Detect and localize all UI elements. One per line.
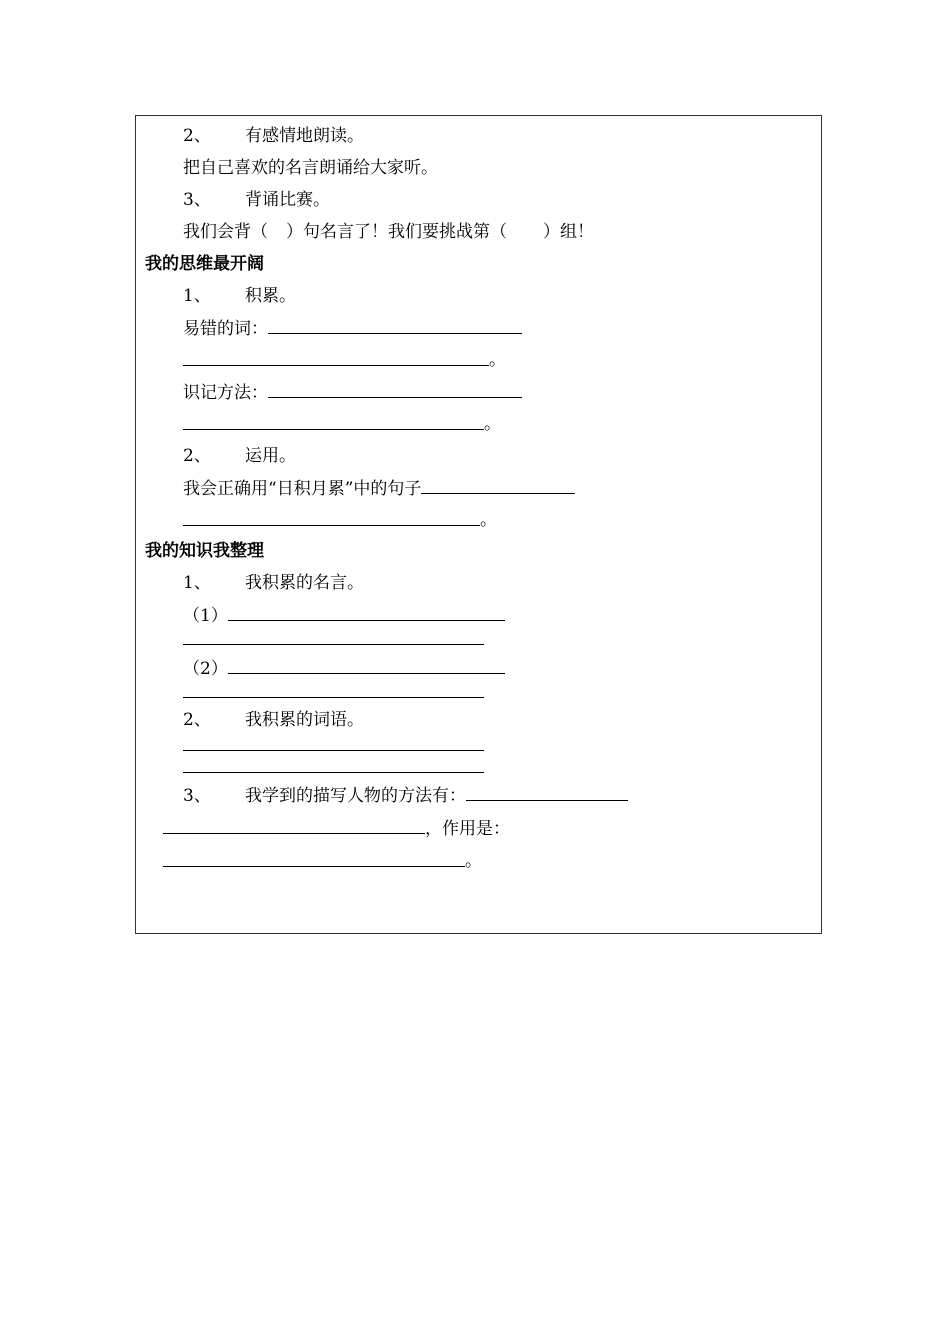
use-sentence-blank[interactable] (421, 477, 575, 494)
quote-2-line (183, 657, 505, 680)
memory-method-line (183, 381, 522, 404)
period: 。 (465, 851, 482, 871)
item-text: 我积累的名言。 (245, 573, 364, 593)
thinking-item-1 (183, 285, 296, 307)
section-heading-summary: 我的知识我整理 (145, 541, 264, 561)
reading-item-2-detail: 把自己喜欢的名言朗诵给大家听。 (183, 158, 438, 178)
item-text: 我学到的描写人物的方法有： (245, 786, 466, 806)
memory-method-blank[interactable] (268, 381, 522, 398)
item-number: 2、 (183, 710, 211, 730)
wrong-words-label: 易错的词： (183, 319, 268, 339)
period: 。 (489, 350, 506, 370)
section-heading-thinking: 我的思维最开阔 (145, 254, 264, 274)
summary-item-1 (183, 572, 364, 594)
sub-number: （2） (183, 659, 228, 679)
item-number: 2、 (183, 446, 211, 466)
recite-challenge-line (183, 221, 594, 243)
methods-blank-2[interactable] (163, 817, 425, 834)
recite-end-text: ）组！ (543, 222, 594, 242)
summary-item-3 (183, 784, 628, 807)
reading-item-3 (183, 189, 330, 211)
effect-label: ，作用是： (425, 819, 510, 839)
period: 。 (480, 510, 497, 530)
recite-count-text: 我们会背（ (183, 222, 268, 242)
item-text: 背诵比赛。 (245, 190, 330, 210)
reading-item-2 (183, 125, 364, 147)
quote-2-blank[interactable] (228, 657, 505, 674)
sub-number: （1） (183, 606, 228, 626)
memory-method-blank-2[interactable] (183, 429, 484, 430)
summary-item-2 (183, 709, 364, 731)
effect-line (163, 817, 510, 840)
item-number: 2、 (183, 126, 211, 146)
quote-1-line (183, 604, 505, 627)
thinking-item-2 (183, 445, 296, 467)
item-text: 积累。 (245, 286, 296, 306)
quote-2-blank-2[interactable] (183, 697, 484, 698)
effect-blank[interactable] (163, 866, 465, 867)
use-sentence-label: 我会正确用“日积月累”中的句子 (183, 479, 422, 499)
item-number: 3、 (183, 786, 211, 806)
words-blank-1[interactable] (183, 750, 484, 751)
memory-method-label: 识记方法： (183, 383, 268, 403)
words-blank-2[interactable] (183, 772, 484, 773)
item-text: 我积累的词语。 (245, 710, 364, 730)
wrong-words-blank-2[interactable] (183, 365, 489, 366)
wrong-words-blank[interactable] (268, 317, 522, 334)
quote-1-blank[interactable] (228, 604, 505, 621)
period: 。 (484, 414, 501, 434)
item-text: 有感情地朗读。 (245, 126, 364, 146)
item-text: 运用。 (245, 446, 296, 466)
quote-1-blank-2[interactable] (183, 644, 484, 645)
use-sentence-line (183, 477, 575, 500)
methods-blank[interactable] (466, 784, 628, 801)
use-sentence-blank-2[interactable] (183, 525, 480, 526)
wrong-words-line (183, 317, 522, 340)
recite-group-text: ）句名言了！我们要挑战第（ (286, 222, 507, 242)
item-number: 1、 (183, 573, 211, 593)
item-number: 1、 (183, 286, 211, 306)
item-number: 3、 (183, 190, 211, 210)
